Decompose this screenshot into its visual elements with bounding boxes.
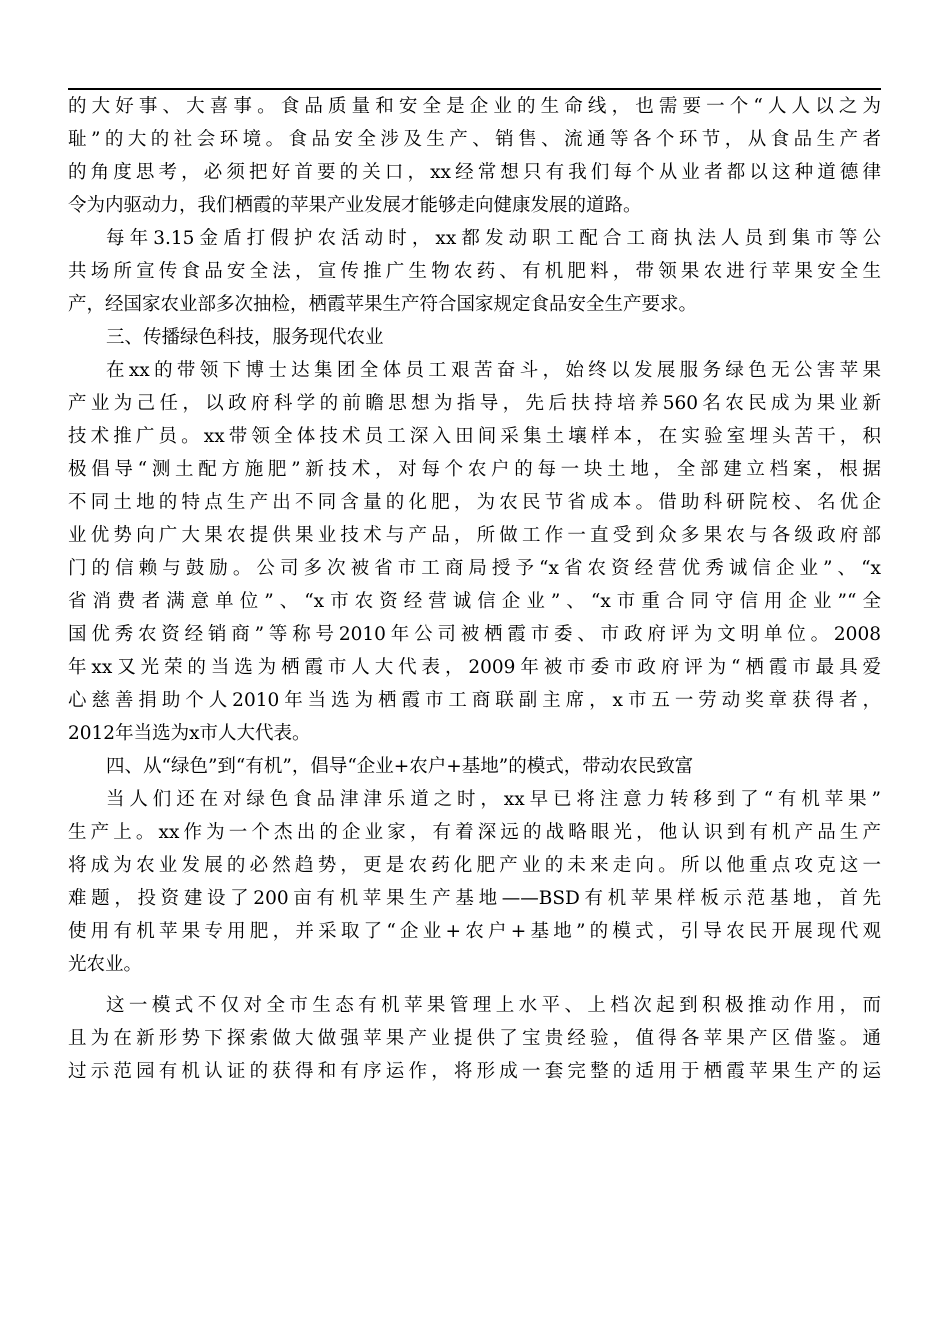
body-line: 心慈善捐助个人2010年当选为栖霞市工商联副主席，x市五一劳动奖章获得者， (68, 690, 881, 711)
document-body (68, 90, 881, 1088)
body-line: 过示范园有机认证的获得和有序运作，将形成一套完整的适用于栖霞苹果生产的运 (68, 1061, 881, 1082)
body-line: 使用有机苹果专用肥，并采取了“企业+农户+基地”的模式，引导农民开展现代观 (68, 921, 881, 942)
paragraph-start-line: 每年3.15金盾打假护农活动时，xx都发动职工配合工商执法人员到集市等公 (106, 228, 881, 249)
body-line: 耻”的大的社会环境。食品安全涉及生产、销售、流通等各个环节，从食品生产者 (68, 129, 881, 150)
body-line: 共场所宣传食品安全法，宣传推广生物农药、有机肥料，带领果农进行苹果安全生 (68, 261, 881, 282)
body-line: 年xx又光荣的当选为栖霞市人大代表，2009年被市委市政府评为“栖霞市最具爱 (68, 657, 881, 678)
body-line: 门的信赖与鼓励。公司多次被省市工商局授予“x省农资经营优秀诚信企业”、“x (68, 558, 881, 579)
body-line: 产，经国家农业部多次抽检，栖霞苹果生产符合国家规定食品安全生产要求。 (68, 294, 698, 315)
paragraph-start-line: 这一模式不仅对全市生态有机苹果管理上水平、上档次起到积极推动作用，而 (106, 995, 881, 1016)
body-line: 且为在新形势下探索做大做强苹果产业提供了宝贵经验，值得各苹果产区借鉴。通 (68, 1028, 881, 1049)
body-line: 产业为己任，以政府科学的前瞻思想为指导，先后扶持培养560名农民成为果业新 (68, 393, 881, 414)
body-line: 技术推广员。xx带领全体技术员工深入田间采集土壤样本，在实验室埋头苦干，积 (68, 426, 881, 447)
body-line: 不同土地的特点生产出不同含量的化肥，为农民节省成本。借助科研院校、名优企 (68, 492, 881, 513)
body-line: 省消费者满意单位”、“x市农资经营诚信企业”、“x市重合同守信用企业”“全 (68, 591, 881, 612)
body-line: 生产上。xx作为一个杰出的企业家，有着深远的战略眼光，他认识到有机产品生产 (68, 822, 881, 843)
body-line: 难题，投资建设了200亩有机苹果生产基地——BSD有机苹果样板示范基地，首先 (68, 888, 881, 909)
section-heading: 三、传播绿色科技，服务现代农业 (106, 327, 384, 348)
body-line: 的角度思考，必须把好首要的关口，xx经常想只有我们每个从业者都以这种道德律 (68, 162, 881, 183)
section-heading: 四、从“绿色”到“有机”，倡导“企业+农户+基地”的模式，带动农民致富 (106, 756, 694, 777)
body-line: 业优势向广大果农提供果业技术与产品，所做工作一直受到众多果农与各级政府部 (68, 525, 881, 546)
paragraph-gap (68, 981, 881, 989)
paragraph-start-line: 当人们还在对绿色食品津津乐道之时，xx早已将注意力转移到了“有机苹果” (106, 789, 881, 810)
paragraph-start-line: 在xx的带领下博士达集团全体员工艰苦奋斗，始终以发展服务绿色无公害苹果 (106, 360, 881, 381)
body-line: 极倡导“测土配方施肥”新技术，对每个农户的每一块土地，全部建立档案，根据 (68, 459, 881, 480)
body-line: 令为内驱动力，我们栖霞的苹果产业发展才能够走向健康发展的道路。 (68, 195, 642, 216)
body-line: 的大好事、大喜事。食品质量和安全是企业的生命线，也需要一个“人人以之为 (68, 96, 881, 117)
body-line: 光农业。 (68, 954, 143, 975)
body-line: 2012年当选为x市人大代表。 (68, 723, 311, 744)
body-line: 国优秀农资经销商”等称号2010年公司被栖霞市委、市政府评为文明单位。2008 (68, 624, 881, 645)
body-line: 将成为农业发展的必然趋势，更是农药化肥产业的未来走向。所以他重点攻克这一 (68, 855, 881, 876)
